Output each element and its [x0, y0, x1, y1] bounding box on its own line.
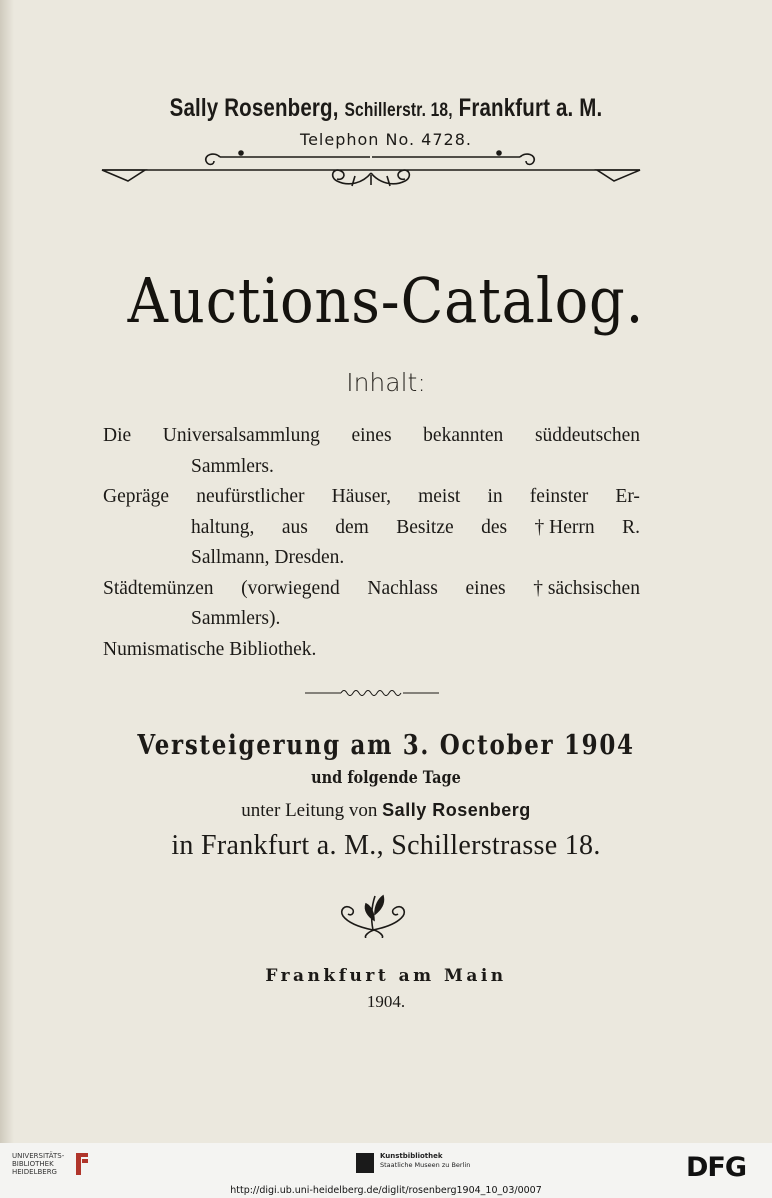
kunstbibliothek-logo-icon [356, 1153, 374, 1173]
catalog-title: Auctions-Catalog. [127, 264, 645, 337]
entry-3-line-2: Sammlers). [191, 608, 281, 629]
imprint-place: Frankfurt am Main [265, 966, 507, 986]
imprint-year: 1904. [366, 992, 406, 1011]
wave-divider-icon [305, 687, 439, 699]
dealer-header [69, 94, 702, 123]
kunstbibliothek-label: Kunstbibliothek Staatliche Museen zu Berlin [380, 1152, 471, 1169]
entry-4-line-1: Numismatische Bibliothek. [103, 638, 317, 660]
floral-vignette-icon [338, 890, 408, 938]
auction-following-days: und folgende Tage [311, 768, 461, 788]
university-library-label: UNIVERSITÄTS- BIBLIOTHEK HEIDELBERG [12, 1152, 65, 1176]
entry-1-line-1: Die Universalsammlung eines bekannten süddeutschen [103, 425, 640, 446]
auction-location: in Frankfurt a. M., Schillerstrasse 18. [171, 830, 601, 861]
source-url[interactable]: http://digi.ub.uni-heidelberg.de/diglit/rosenberg1904_10_03/0007 [230, 1185, 542, 1196]
entry-2-line-1: Gepräge neufürstlicher Häuser, meist in feinster Er- [103, 486, 640, 507]
auction-date: Versteigerung am 3. October 1904 [137, 730, 635, 761]
university-logo-icon [72, 1151, 92, 1179]
dfg-logo: DFG [686, 1152, 747, 1183]
dealer-name: Sally Rosenberg, [169, 94, 339, 122]
scroll-ornament-icon [100, 143, 642, 199]
dealer-city: Frankfurt a. M. [458, 94, 603, 122]
auctioneer-name: Sally Rosenberg [382, 800, 531, 820]
entry-2-line-3: Sallmann, Dresden. [191, 547, 345, 568]
auction-direction: unter Leitung von Sally Rosenberg [241, 800, 531, 821]
contents-heading: Inhalt: [346, 368, 426, 397]
entry-2-line-2: haltung, aus dem Besitze des † Herrn R. [191, 516, 640, 538]
dealer-street: Schillerstr. 18, [344, 100, 453, 121]
entry-1-line-2: Sammlers. [191, 455, 274, 477]
telephone-line: Telephon No. 4728. [300, 130, 472, 149]
entry-3-line-1: Städtemünzen (vorwiegend Nachlass eines † sächsischen [103, 577, 640, 599]
